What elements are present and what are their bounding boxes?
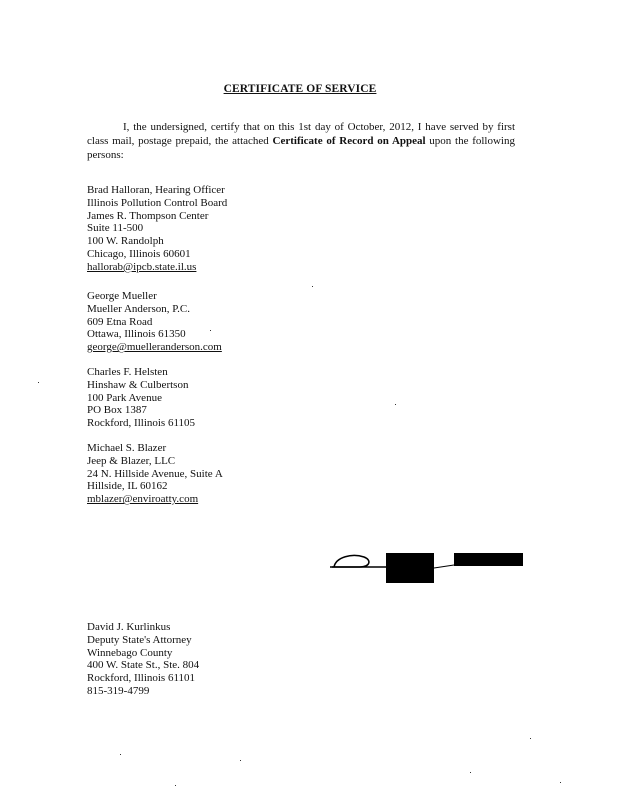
recipient-line: Brad Halloran, Hearing Officer [87,184,225,196]
intro-text-2: upon the following persons: [87,135,515,161]
scan-speck [240,760,241,761]
recipient-line: Hillside, IL 60162 [87,480,168,493]
recipient-line: Rockford, Illinois 61105 [87,417,196,430]
recipient-line: Charles F. Helsten [87,366,168,378]
signatory-block [87,621,199,698]
signature-redaction [330,543,525,585]
intro-bold-title: Certificate of Record on Appeal [272,135,426,147]
recipient-line: Chicago, Illinois 60601 [87,247,191,260]
recipient-line: Mueller Anderson, P.C. [87,302,190,315]
recipient-line: Illinois Pollution Control Board [87,196,228,209]
scan-speck [312,286,313,287]
recipient-line: 609 Etna Road [87,315,153,328]
scan-speck [470,772,471,773]
scan-speck [530,738,531,739]
scan-speck [38,382,39,383]
recipient-line: James R. Thompson Center [87,209,209,222]
signatory-line: Rockford, Illinois 61101 [87,672,196,685]
scan-speck [175,785,176,786]
recipient-line: 100 W. Randolph [87,235,164,248]
recipient-line: Hinshaw & Culbertson [87,378,189,391]
recipient-line: George Mueller [87,290,157,302]
recipient-block-1 [87,184,227,274]
recipient-block-4 [87,442,223,506]
signatory-line: David J. Kurlinkus [87,621,171,633]
recipient-block-3 [87,366,195,430]
recipient-email-link[interactable]: hallorab@ipcb.state.il.us [87,260,197,273]
signatory-line: Deputy State's Attorney [87,633,192,646]
signatory-line: Winnebago County [87,646,173,659]
intro-paragraph [87,120,515,162]
recipient-line: Ottawa, Illinois 61350 [87,328,186,341]
signatory-line: 400 W. State St., Ste. 804 [87,659,200,672]
recipient-line: Suite 11-500 [87,222,144,235]
intro-text-1: I, the undersigned, certify that on this 1st day of October, 2012, I have served by first class mail, postage prepaid, the attached [87,121,515,147]
scan-speck [210,330,211,331]
recipient-line: PO Box 1387 [87,404,147,417]
recipient-line: Jeep & Blazer, LLC [87,454,176,467]
recipient-line: 24 N. Hillside Avenue, Suite A [87,467,223,480]
scan-speck [395,404,396,405]
document-title: CERTIFICATE OF SERVICE [223,83,377,95]
signatory-line: 815-319-4799 [87,684,150,697]
recipient-email-link[interactable]: george@muelleranderson.com [87,341,222,354]
recipient-email-link[interactable]: mblazer@enviroatty.com [87,493,199,506]
recipient-line: Michael S. Blazer [87,442,167,454]
scan-speck [120,754,121,755]
scan-speck [560,782,561,783]
recipient-block-2 [87,290,222,354]
recipient-line: 100 Park Avenue [87,391,162,404]
